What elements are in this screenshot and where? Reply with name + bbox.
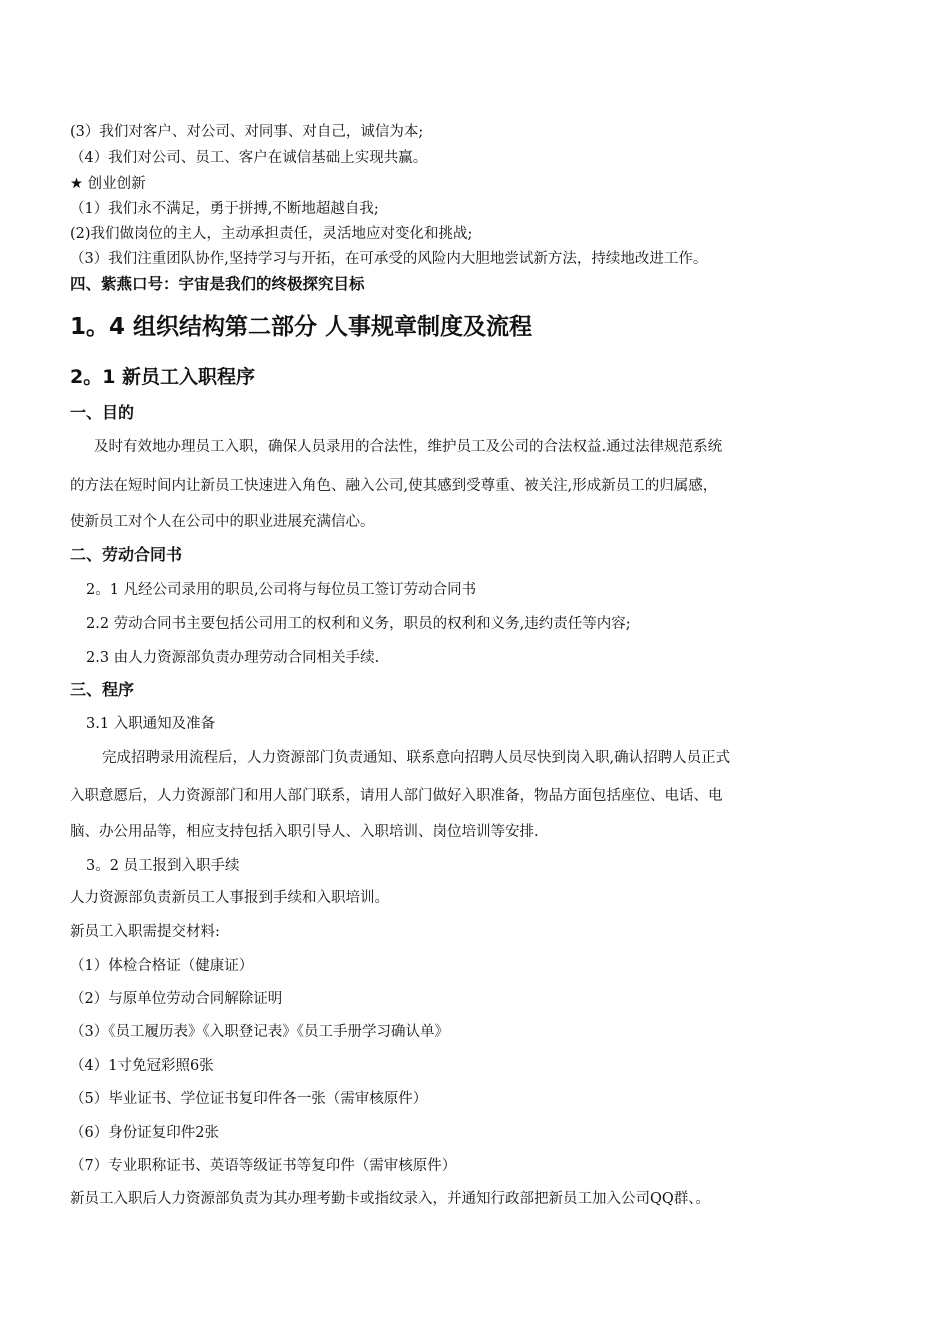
- innovation-item-2: (2)我们做岗位的主人，主动承担责任，灵活地应对变化和挑战;: [70, 226, 473, 242]
- materials-item: （5）毕业证书、学位证书复印件各一张（需审核原件）: [70, 1091, 428, 1107]
- materials-item: （1）体检合格证（健康证）: [70, 958, 254, 974]
- purpose-line-2: 的方法在短时间内让新员工快速进入角色、融入公司,使其感到受尊重、被关注,形成新员工的归属感，: [70, 478, 718, 494]
- section-2-1-title: 2。1 新员工入职程序: [70, 366, 256, 388]
- procedure-p1-line-3: 脑、办公用品等，相应支持包括入职引导人、入职培训、岗位培训等安排.: [70, 824, 539, 840]
- procedure-p1-line-2: 入职意愿后，人力资源部门和用人部门联系，请用人部门做好入职准备，物品方面包括座位、电话、电: [70, 788, 723, 804]
- innovation-item-1: （1）我们永不满足，勇于拼搏,不断地超越自我;: [70, 201, 379, 217]
- procedure-p1-line-1: 完成招聘录用流程后，人力资源部门负责通知、联系意向招聘人员尽快到岗入职,确认招聘人员正式: [102, 750, 731, 766]
- materials-item: （3）《员工履历表》《入职登记表》《员工手册学习确认单》: [70, 1024, 449, 1040]
- contract-item-2: 2.2 劳动合同书主要包括公司用工的权利和义务，职员的权利和义务,违约责任等内容;: [86, 616, 631, 632]
- innovation-heading: ★ 创业创新: [70, 176, 146, 192]
- procedure-p2-line-1: 人力资源部负责新员工人事报到手续和入职培训。: [70, 890, 389, 906]
- materials-item: （2）与原单位劳动合同解除证明: [70, 991, 283, 1007]
- materials-item: （7）专业职称证书、英语等级证书等复印件（需审核原件）: [70, 1158, 457, 1174]
- innovation-item-3: （3）我们注重团队协作,坚持学习与开拓，在可承受的风险内大胆地尝试新方法，持续地改进工作。: [70, 251, 708, 267]
- materials-intro: 新员工入职需提交材料:: [70, 924, 220, 940]
- materials-item: （4）1寸免冠彩照6张: [70, 1058, 214, 1074]
- slogan-heading: 四、紫燕口号：宇宙是我们的终极探究目标: [70, 275, 365, 293]
- contract-heading: 二、劳动合同书: [70, 545, 183, 564]
- integrity-item-4: （4）我们对公司、员工、客户在诚信基础上实现共赢。: [70, 150, 428, 166]
- materials-item: （6）身份证复印件2张: [70, 1125, 219, 1141]
- purpose-line-1: 及时有效地办理员工入职，确保人员录用的合法性，维护员工及公司的合法权益.通过法律规范系统: [94, 439, 723, 455]
- purpose-line-3: 使新员工对个人在公司中的职业进展充满信心。: [70, 514, 375, 530]
- procedure-sub-3-1: 3.1 入职通知及准备: [86, 716, 216, 732]
- purpose-heading: 一、目的: [70, 403, 135, 422]
- procedure-sub-3-2: 3。2 员工报到入职手续: [86, 858, 240, 874]
- procedure-closing: 新员工入职后人力资源部负责为其办理考勤卡或指纹录入，并通知行政部把新员工加入公司QQ群、。: [70, 1191, 711, 1207]
- section-1-4-title: 1。4 组织结构第二部分 人事规章制度及流程: [70, 314, 533, 340]
- contract-item-3: 2.3 由人力资源部负责办理劳动合同相关手续.: [86, 650, 380, 666]
- procedure-heading: 三、程序: [70, 680, 135, 699]
- integrity-item-3: (3）我们对客户、对公司、对同事、对自己，诚信为本;: [70, 124, 424, 140]
- contract-item-1: 2。1 凡经公司录用的职员,公司将与每位员工签订劳动合同书: [86, 582, 477, 598]
